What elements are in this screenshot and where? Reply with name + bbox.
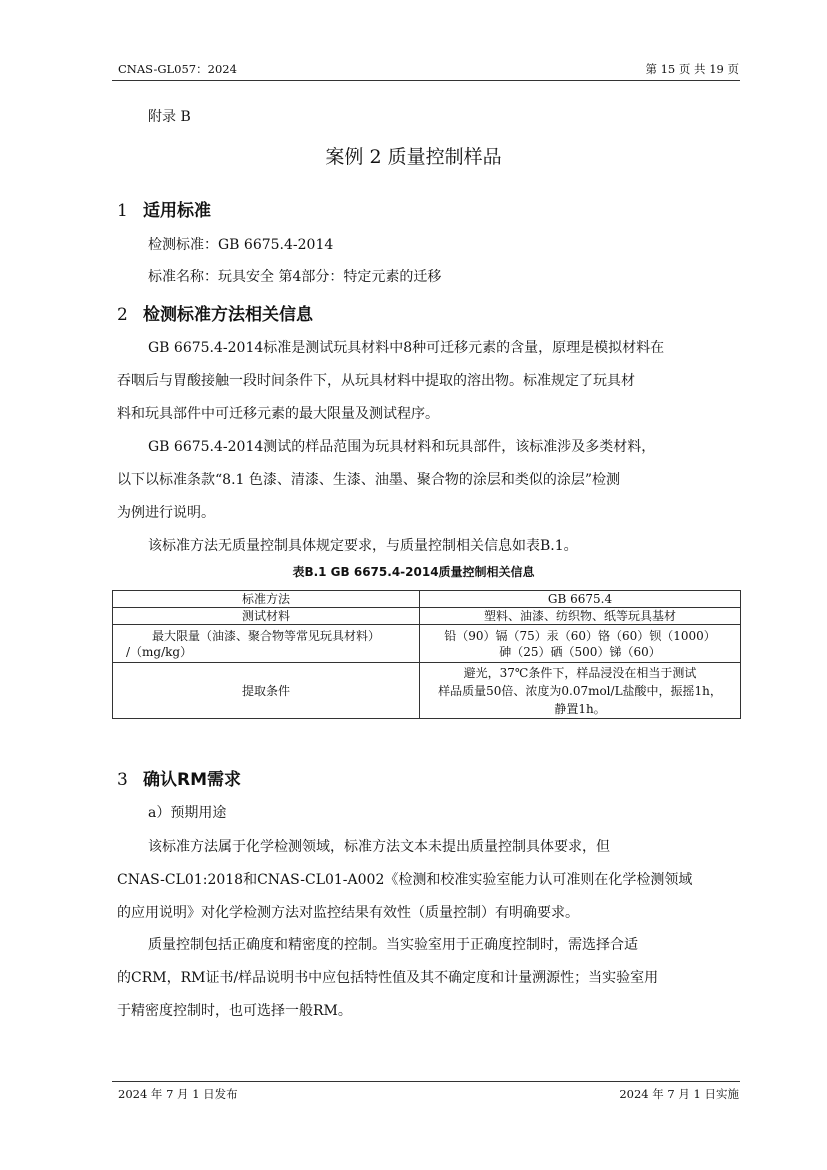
- table-row: [113, 663, 741, 719]
- table-row: [113, 608, 741, 625]
- table-cell-label: 测试材料: [113, 608, 420, 625]
- page-title: 案例 2 质量控制样品: [325, 146, 502, 168]
- extraction-line-1: 避光，37℃条件下，样品浸没在相当于测试: [463, 665, 697, 680]
- table-cell-label: [113, 625, 420, 663]
- s2-paragraph-2-line-2: 以下以标准条款“8.1 色漆、清漆、生漆、油墨、聚合物的涂层和类似的涂层”检测: [117, 472, 621, 488]
- footer-publish-date: 2024 年 7 月 1 日发布: [118, 1087, 238, 1101]
- table-row: [113, 591, 741, 608]
- section-1-title: 适用标准: [143, 201, 211, 221]
- table-caption: 表B.1 GB 6675.4-2014质量控制相关信息: [292, 565, 535, 579]
- section-3-title: 确认RM需求: [143, 770, 242, 790]
- s2-paragraph-1-line-2: 吞咽后与胃酸接触一段时间条件下，从玩具材料中提取的溶出物。标准规定了玩具材: [117, 373, 635, 389]
- s2-paragraph-3: 该标准方法无质量控制具体规定要求，与质量控制相关信息如表B.1。: [148, 538, 578, 554]
- max-limit-label-line-2: /（mg/kg）: [126, 644, 193, 659]
- table-cell-label: 提取条件: [113, 663, 420, 719]
- s3-paragraph-2-line-3: 于精密度控制时，也可选择一般RM。: [117, 1003, 352, 1019]
- s3-paragraph-1-line-3: 的应用说明》对化学检测方法对监控结果有效性（质量控制）有明确要求。: [117, 905, 579, 921]
- appendix-label: 附录 B: [148, 109, 191, 125]
- standard-number: 检测标准：GB 6675.4-2014: [148, 237, 334, 253]
- table-cell-value: [420, 663, 741, 719]
- table-cell-value: [420, 625, 741, 663]
- s2-paragraph-1-line-1: GB 6675.4-2014标准是测试玩具材料中8种可迁移元素的含量，原理是模拟材料在: [148, 340, 665, 356]
- section-1-heading: [117, 196, 211, 221]
- header-divider: [112, 80, 740, 81]
- extraction-line-3: 静置1h。: [554, 701, 606, 716]
- section-2-number: 2: [117, 305, 128, 325]
- footer-effective-date: 2024 年 7 月 1 日实施: [619, 1087, 739, 1101]
- section-2-heading: [117, 300, 313, 325]
- s2-paragraph-2-line-3: 为例进行说明。: [117, 505, 215, 521]
- max-limit-label-line-1: 最大限量（油漆、聚合物等常见玩具材料）: [151, 628, 380, 643]
- footer-divider: [112, 1081, 740, 1082]
- standard-name: 标准名称：玩具安全 第4部分：特定元素的迁移: [148, 269, 442, 285]
- table-cell-value: GB 6675.4: [420, 591, 741, 608]
- table-cell-label: 标准方法: [113, 591, 420, 608]
- header-page-number: 第 15 页 共 19 页: [645, 62, 739, 76]
- s3-paragraph-1-line-1: 该标准方法属于化学检测领域，标准方法文本未提出质量控制具体要求，但: [148, 839, 610, 855]
- section-1-number: 1: [117, 201, 128, 221]
- s3-paragraph-2-line-2: 的CRM，RM证书/样品说明书中应包括特性值及其不确定度和计量溯源性；当实验室用: [117, 970, 659, 986]
- section-3-heading: [117, 765, 241, 790]
- table-cell-value: 塑料、油漆、纺织物、纸等玩具基材: [420, 608, 741, 625]
- section-3-number: 3: [117, 770, 128, 790]
- extraction-line-2: 样品质量50倍、浓度为0.07mol/L盐酸中，振摇1h，: [438, 683, 722, 698]
- s3-sub-a: a）预期用途: [148, 805, 227, 821]
- table-row: [113, 625, 741, 663]
- s3-paragraph-2-line-1: 质量控制包括正确度和精密度的控制。当实验室用于正确度控制时，需选择合适: [148, 937, 638, 953]
- max-limit-value-line-1: 铅（90）镉（75）汞（60）铬（60）钡（1000）: [444, 628, 716, 643]
- s2-paragraph-1-line-3: 料和玩具部件中可迁移元素的最大限量及测试程序。: [117, 406, 439, 422]
- s3-paragraph-1-line-2: CNAS-CL01:2018和CNAS-CL01-A002《检测和校准实验室能力认可准则在化学检测领域: [117, 872, 693, 888]
- s2-paragraph-2-line-1: GB 6675.4-2014测试的样品范围为玩具材料和玩具部件，该标准涉及多类材料，: [148, 439, 656, 455]
- header-doc-code: CNAS-GL057：2024: [118, 62, 237, 76]
- max-limit-value-line-2: 砷（25）硒（500）锑（60）: [499, 644, 661, 659]
- quality-control-table: [112, 590, 741, 719]
- section-2-title: 检测标准方法相关信息: [143, 305, 313, 325]
